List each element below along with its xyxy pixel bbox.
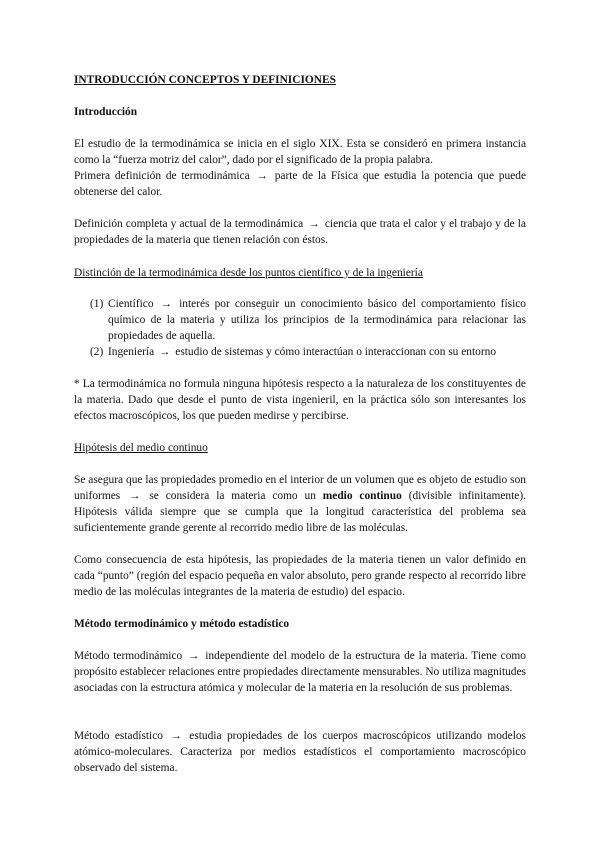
- arrow-icon: →: [170, 730, 182, 742]
- list-item-text: interés por conseguir un conocimiento básico del comportamiento físico químico de la materia y utiliza los principios de la termodinámica para relacionar las propiedades de aquella.: [108, 298, 526, 342]
- arrow-icon: →: [129, 490, 141, 502]
- continuum-text-b: se considera la materia como un: [149, 490, 316, 502]
- list-item-label: Ingeniería: [108, 346, 155, 358]
- thermo-method-label: Método termodinámico: [74, 650, 183, 662]
- thermo-method-text: independiente del modelo de la estructura de la materia. Tiene como propósito establecer relaciones entre propiedades directamente mensurables. No utiliza magnitudes asociadas con la estructura atómica y molecular de la materia en la resolución de sus problemas.: [74, 650, 526, 694]
- intro-paragraph: El estudio de la termodinámica se inicia en el siglo XIX. Esta se consideró en primera instancia como la “fuerza motriz del calor”, dado por el significado de la propia palabra.: [74, 138, 526, 166]
- arrow-icon: →: [188, 650, 200, 662]
- list-item: [92, 344, 526, 360]
- statistical-method-label: Método estadístico: [74, 730, 163, 742]
- first-definition-paragraph: [74, 168, 526, 200]
- intro-heading: Introducción: [74, 106, 138, 118]
- list-item-number: (1): [90, 298, 104, 310]
- continuum-text-c: (divisible infinitamente). Hipótesis válida siempre que se cumpla que la longitud característica del problema sea suficientemente grande gerente al recorrido medio libre de las moléculas.: [74, 490, 526, 534]
- arrow-icon: →: [159, 346, 171, 358]
- continuum-paragraph: [74, 472, 526, 536]
- full-definition-paragraph: [74, 216, 526, 248]
- distinction-heading: Distinción de la termodinámica desde los puntos científico y de la ingeniería: [74, 267, 423, 279]
- arrow-icon: →: [308, 218, 320, 230]
- continuum-bold-term: medio continuo: [322, 490, 402, 502]
- methods-heading: Método termodinámico y método estadístico: [74, 618, 290, 630]
- note-paragraph: * La termodinámica no formula ninguna hipótesis respecto a la naturaleza de los constituyentes de la materia. Dado que desde el punto de vista ingenieril, en la práctica sólo son interesantes los efectos macroscópicos, los que pueden medirse y percibirse.: [74, 378, 526, 422]
- statistical-method-paragraph: [74, 728, 526, 776]
- list-item-label: Científico: [108, 298, 154, 310]
- full-definition-text: ciencia que trata el calor y el trabajo y de la propiedades de la materia que tienen relación con éstos.: [74, 218, 526, 246]
- arrow-icon: →: [256, 170, 268, 182]
- thermo-method-paragraph: [74, 648, 526, 696]
- list-item-text: estudio de sistemas y cómo interactúan o interaccionan con su entorno: [175, 346, 497, 358]
- consequence-paragraph: Como consecuencia de esta hipótesis, las propiedades de la materia tienen un valor definido en cada “punto” (región del espacio pequeña en valor absoluto, pero grande respecto al recorrido libre medio de las moléculas integrantes de la materia de estudio) del espacio.: [74, 554, 526, 598]
- list-item-number: (2): [90, 346, 104, 358]
- arrow-icon: →: [160, 298, 173, 310]
- full-definition-label: Definición completa y actual de la termodinámica: [74, 218, 304, 230]
- continuum-text-a: Se asegura que las propiedades promedio en el interior de un volumen que es objeto de estudio son uniformes: [74, 474, 526, 502]
- first-definition-text: parte de la Física que estudia la potencia que puede obtenerse del calor.: [74, 170, 526, 198]
- first-definition-label: Primera definición de termodinámica: [74, 170, 250, 182]
- list-item: [92, 296, 526, 344]
- document-title: INTRODUCCIÓN CONCEPTOS Y DEFINICIONES: [74, 74, 336, 86]
- continuum-heading: Hipótesis del medio continuo: [74, 442, 208, 454]
- statistical-method-text: estudia propiedades de los cuerpos macroscópicos utilizando modelos atómico-moleculares. Caracteriza por medios estadísticos el comportamiento macroscópico observado del sistema.: [74, 730, 526, 774]
